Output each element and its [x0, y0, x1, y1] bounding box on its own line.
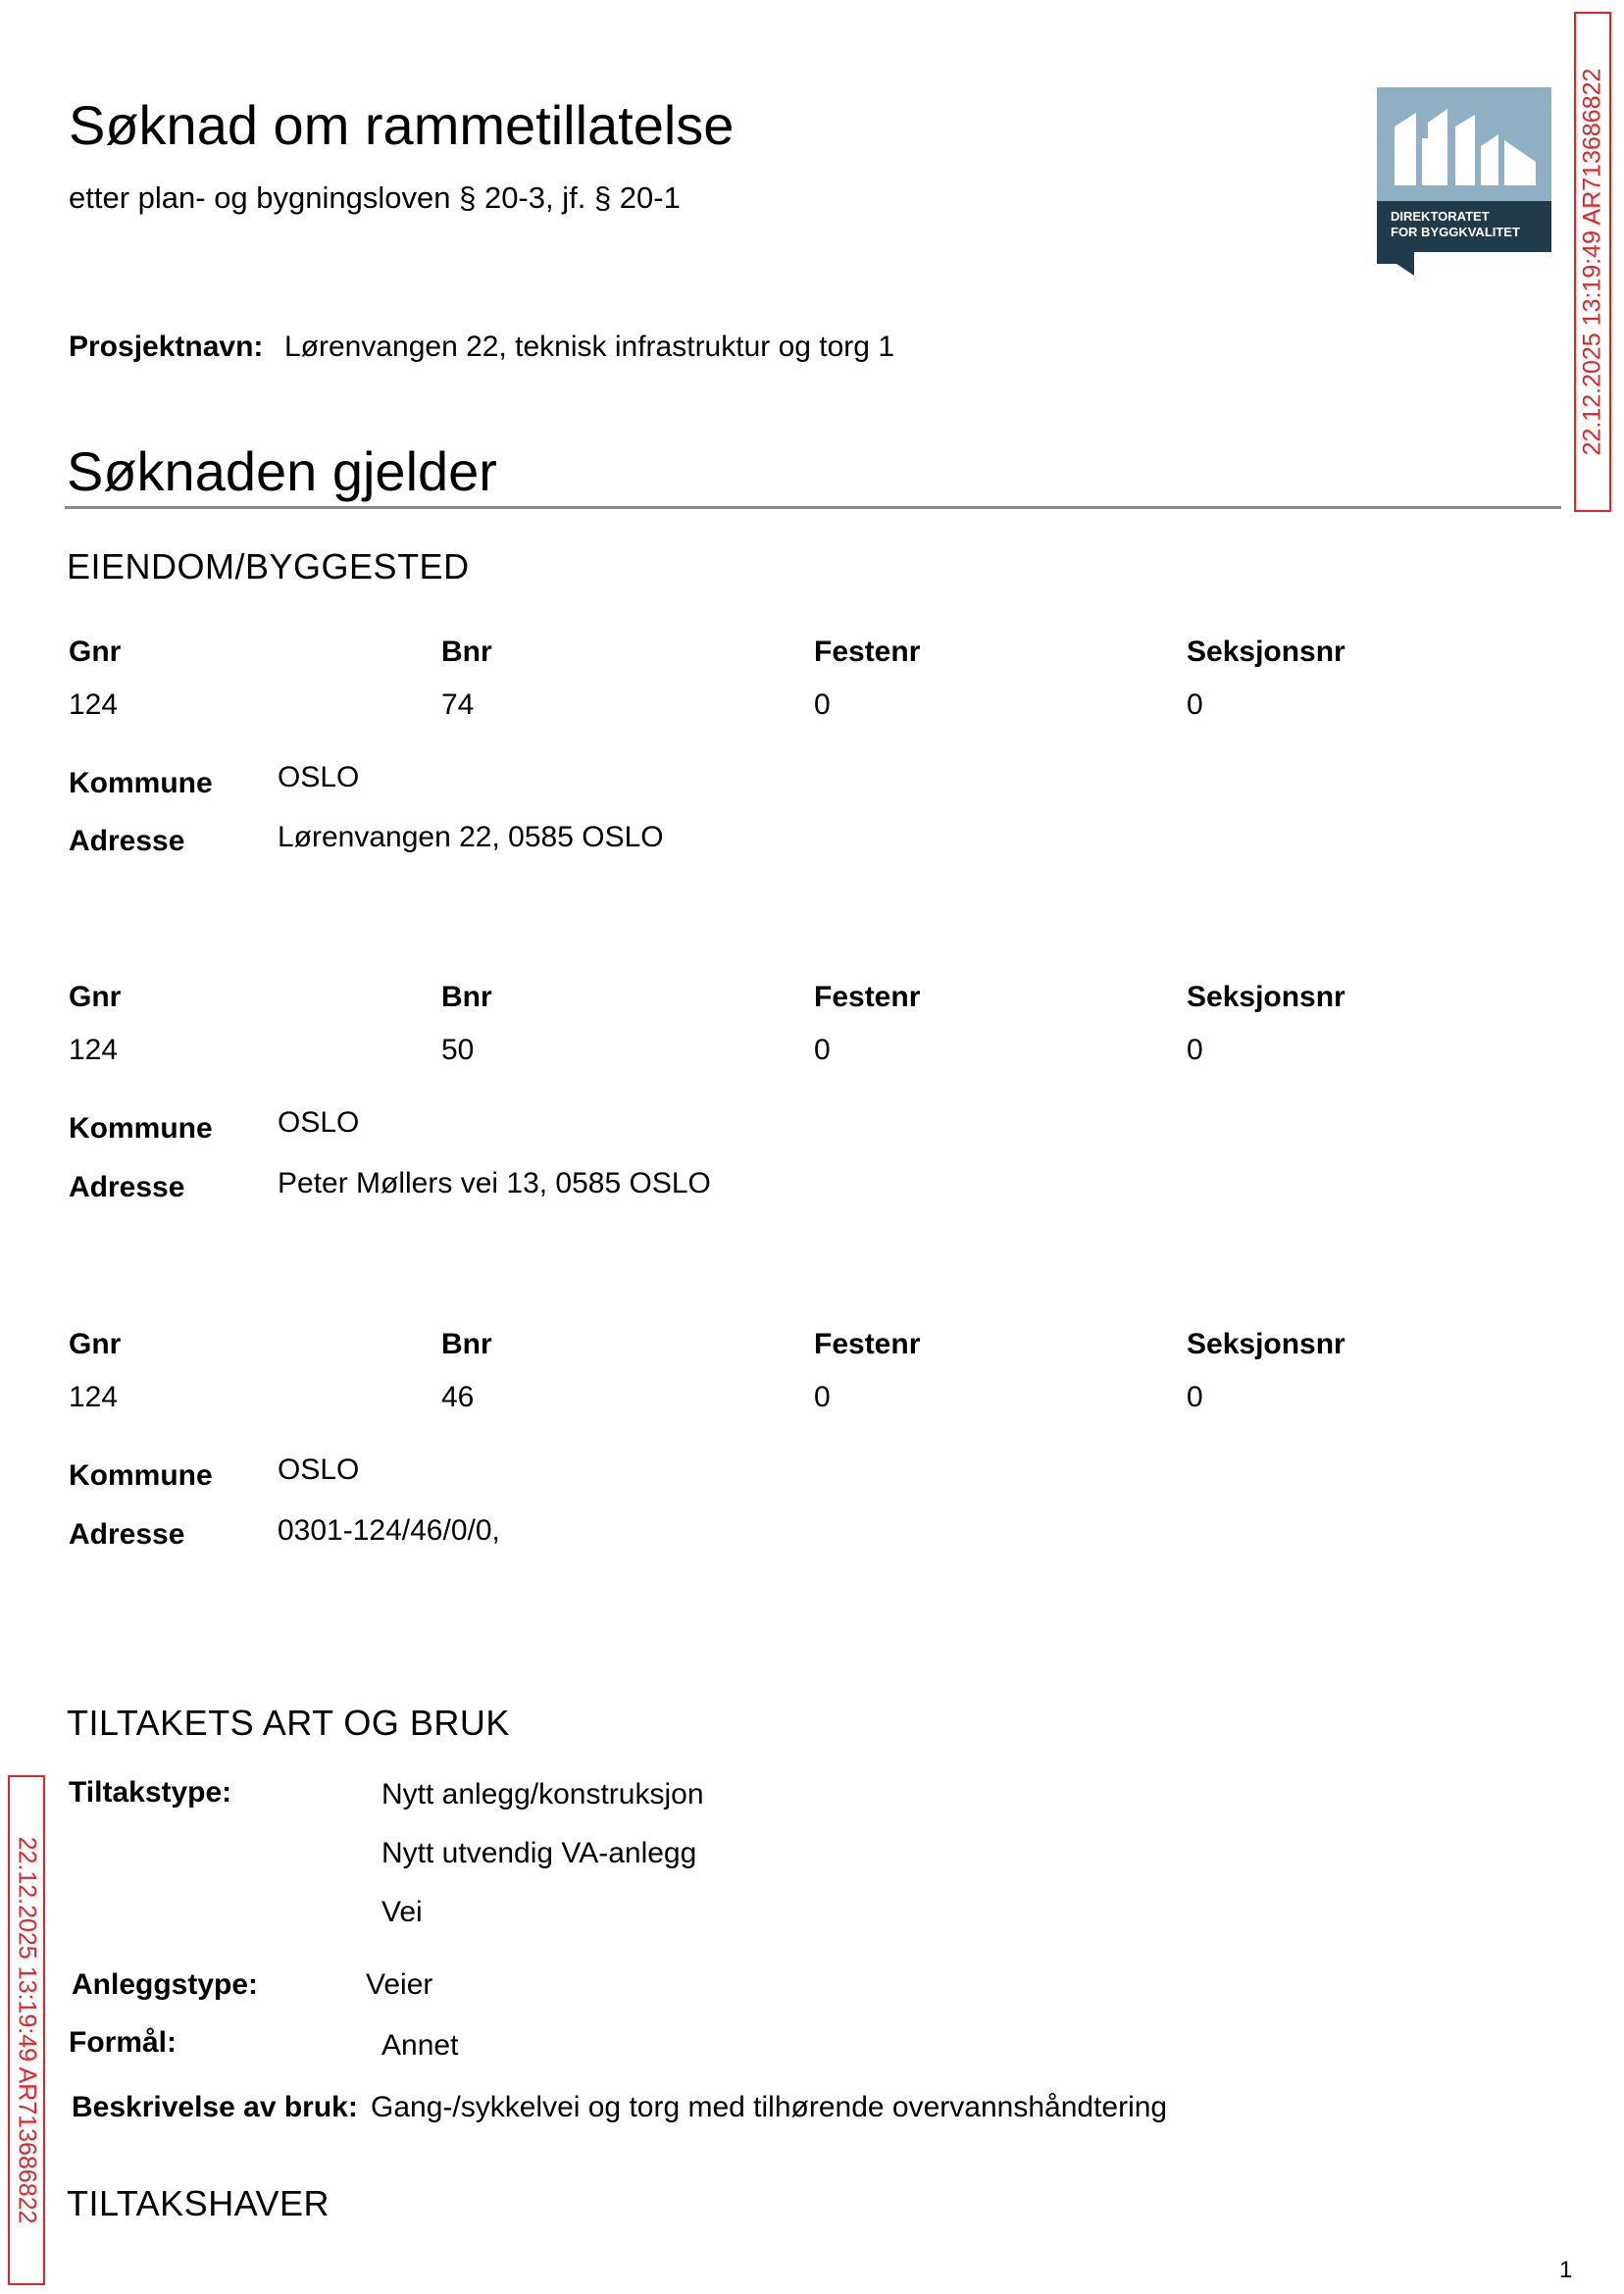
beskrivelse-label: Beskrivelse av bruk:	[72, 2091, 358, 2123]
tiltakstype-value: Nytt utvendig VA-anlegg	[381, 1837, 697, 1869]
page-number: 1	[1559, 2257, 1573, 2283]
tiltakstype-value: Vei	[381, 1896, 423, 1928]
tiltakstype-label: Tiltakstype:	[69, 1776, 232, 1809]
project-label: Prosjektnavn:	[69, 331, 264, 363]
adresse-label: Adresse	[69, 1518, 185, 1551]
adresse-value: Lørenvangen 22, 0585 OSLO	[278, 821, 664, 853]
kommune-label: Kommune	[69, 767, 213, 799]
stamp-text: 22.12.2025 13:19:49 AR713686822	[13, 1836, 41, 2224]
anleggstype-value: Veier	[366, 1968, 433, 2001]
adresse-label: Adresse	[69, 825, 185, 857]
formal-value: Annet	[381, 2029, 459, 2062]
logo-text-line2: FOR BYGGKVALITET	[1391, 225, 1520, 239]
property-heading: EIENDOM/BYGGESTED	[67, 546, 470, 586]
dibk-logo-graphic	[1377, 87, 1551, 276]
kommune-value: OSLO	[278, 1106, 360, 1139]
bnr-label: Bnr	[441, 981, 492, 1013]
bnr-value: 46	[441, 1381, 475, 1413]
gnr-label: Gnr	[69, 981, 122, 1013]
seksjonsnr-label: Seksjonsnr	[1187, 636, 1345, 668]
kommune-value: OSLO	[278, 761, 360, 793]
dibk-logo	[1377, 87, 1551, 276]
adresse-value: Peter Møllers vei 13, 0585 OSLO	[278, 1167, 711, 1199]
section-heading: Søknaden gjelder	[67, 440, 497, 502]
seksjonsnr-label: Seksjonsnr	[1187, 981, 1345, 1013]
festenr-value: 0	[814, 1381, 831, 1413]
receipt-stamp-right	[1574, 12, 1611, 512]
project-value: Lørenvangen 22, teknisk infrastruktur og torg 1	[284, 331, 895, 363]
section-divider	[65, 506, 1561, 509]
seksjonsnr-value: 0	[1187, 688, 1203, 721]
kommune-value: OSLO	[278, 1453, 360, 1486]
gnr-label: Gnr	[69, 1328, 122, 1360]
festenr-label: Festenr	[814, 981, 921, 1013]
receipt-stamp-left	[8, 1775, 45, 2285]
seksjonsnr-value: 0	[1187, 1034, 1203, 1066]
adresse-value: 0301-124/46/0/0,	[278, 1514, 500, 1547]
measure-heading: TILTAKETS ART OG BRUK	[67, 1703, 510, 1743]
seksjonsnr-value: 0	[1187, 1381, 1203, 1413]
beskrivelse-value: Gang-/sykkelvei og torg med tilhørende overvannshåndtering	[371, 2091, 1168, 2123]
seksjonsnr-label: Seksjonsnr	[1187, 1328, 1345, 1360]
gnr-value: 124	[69, 1034, 119, 1066]
stamp-text: 22.12.2025 13:19:49 AR713686822	[1578, 68, 1606, 456]
gnr-label: Gnr	[69, 636, 122, 668]
logo-text-line1: DIREKTORATET	[1391, 209, 1490, 224]
page-title: Søknad om rammetillatelse	[69, 94, 735, 156]
festenr-value: 0	[814, 688, 831, 721]
tiltakstype-value: Nytt anlegg/konstruksjon	[381, 1778, 704, 1810]
adresse-label: Adresse	[69, 1171, 185, 1203]
bnr-value: 74	[441, 688, 475, 721]
kommune-label: Kommune	[69, 1459, 213, 1492]
gnr-value: 124	[69, 688, 119, 721]
bnr-value: 50	[441, 1034, 475, 1066]
kommune-label: Kommune	[69, 1112, 213, 1145]
festenr-value: 0	[814, 1034, 831, 1066]
page-subtitle: etter plan- og bygningsloven § 20-3, jf. § 20-1	[69, 180, 681, 215]
gnr-value: 124	[69, 1381, 119, 1413]
bnr-label: Bnr	[441, 1328, 492, 1360]
bnr-label: Bnr	[441, 636, 492, 668]
owner-heading: TILTAKSHAVER	[67, 2183, 330, 2223]
festenr-label: Festenr	[814, 636, 921, 668]
festenr-label: Festenr	[814, 1328, 921, 1360]
anleggstype-label: Anleggstype:	[72, 1968, 259, 2001]
formal-label: Formål:	[69, 2026, 178, 2059]
